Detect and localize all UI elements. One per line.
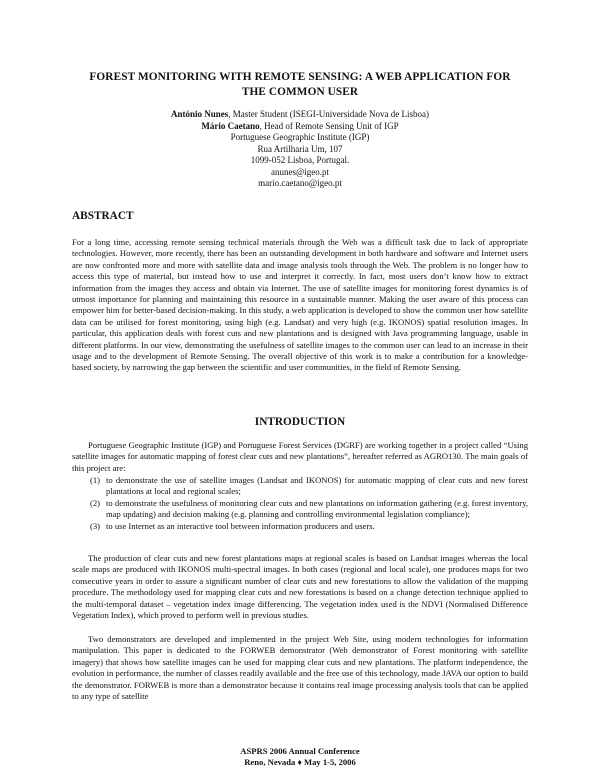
goals-list (90, 475, 528, 532)
list-item-text: to use Internet as an interactive tool between information producers and users. (106, 520, 375, 531)
list-item-number: (3) (90, 520, 101, 531)
page-footer (0, 746, 600, 768)
paper-title (60, 70, 540, 100)
footer-conference: ASPRS 2006 Annual Conference (240, 746, 360, 756)
author-1 (80, 109, 520, 121)
list-item-text: to demonstrate the usefulness of monitoring clear cuts and new plantations on information gathering (e.g. forest inventory, map updating) and decision making (e.g. planning and controlling environmental legislation compliance); (106, 497, 528, 520)
list-item (90, 475, 528, 498)
title-line-1: FOREST MONITORING WITH REMOTE SENSING: A WEB APPLICATION FOR (89, 71, 511, 83)
intro-paragraph-2: The production of clear cuts and new forest plantations maps at regional scales is based on Landsat images whereas the local scale maps are produced with IKONOS multi-spectral images. In both cases (regional and local scale), one produces maps for two consecutive years in order to assure a significant number of clear cuts and new forestations to allow the validation of the mapping procedure. The methodology used for mapping clear cuts and new forestations is based on a change detection technique applied to the multi-temporal dataset – vegetation index image differencing. The vegetation index used is the NDVI (Normalised Difference Vegetation Index), which proved to perform well in previous studies. (72, 553, 528, 621)
title-line-2: THE COMMON USER (241, 86, 359, 98)
author-2 (80, 121, 520, 133)
list-item-text: to demonstrate the use of satellite images (Landsat and IKONOS) for automatic mapping of clear cuts and new forest plantations at local and regional scales; (106, 475, 528, 497)
footer-location-date: Reno, Nevada ♦ May 1-5, 2006 (244, 757, 356, 767)
abstract-heading: ABSTRACT (72, 210, 134, 222)
intro-paragraph-1: Portuguese Geographic Institute (IGP) and Portuguese Forest Services (DGRF) are working together in a project called “Using satellite images for automatic mapping of forest clear cuts and new plantations”, hereafter referred as AGRO130. The main goals of this project are: (72, 440, 528, 473)
list-item-number: (1) (90, 475, 101, 485)
list-item (90, 521, 528, 532)
author-name: Mário Caetano (201, 120, 260, 131)
email-line: anunes@igeo.pt (270, 166, 330, 177)
address-line: Rua Artilharia Um, 107 (257, 143, 343, 154)
intro-paragraph-3: Two demonstrators are developed and implemented in the project Web Site, using modern technologies for information manipulation. This paper is dedicated to the FORWEB demonstrator (Web demonstrator of Forest monitoring with satellite imagery) that shows how satellite images can be used for mapping clear cuts and new plantations. The platform independence, the evolution in performance, the number of classes readily available and the free use of this technology, made JAVA our option to build the demonstrator. FORWEB is more than a demonstrator because it contains real image processing analysis tools that can be applied to any type of satellite (72, 634, 528, 702)
author-name: António Nunes (171, 109, 229, 119)
list-item-number: (2) (90, 497, 101, 508)
list-item (90, 498, 528, 521)
author-block (80, 109, 520, 190)
author-affiliation: , Head of Remote Sensing Unit of IGP (259, 120, 399, 131)
introduction-heading: INTRODUCTION (254, 416, 346, 428)
address-line: 1099-052 Lisboa, Portugal. (250, 155, 350, 165)
abstract-text: For a long time, accessing remote sensing technical materials through the Web was a difficult task due to lack of appropriate technologies. However, more recently, there has been an outstanding development in both hardware and software and Internet users are now confronted more and more with satellite data and image analysis tools through the Web. The problem is no longer how to access this type of material, but instead how to use and interpret it correctly. In fact, most users don’t know how to extract information from the images they access and obtain via Internet. The use of satellite images for monitoring forest dynamics is of utmost importance for planning and maintaining this resource in a sustainable manner. Making the user aware of this process can empower him for better-based decision-making. In this study, a web application is developed to show the common user how satellite data can be utilised for forest monitoring, using high (e.g. Landsat) and very high (e.g. IKONOS) spatial resolution images. In particular, this application deals with forest cuts and new plantations and is designed with Java programming language, usable in different platforms. In our view, demonstrating the usefulness of satellite images to the common user can lead to an increase in their usage and to the development of Remote Sensing. The overall objective of this work is to make a contribution for a knowledge-based society, by narrowing the gap between the scientific and user communities, in the field of Remote Sensing. (72, 237, 528, 373)
email-line: mario.caetano@igeo.pt (258, 178, 342, 188)
address-line: Portuguese Geographic Institute (IGP) (230, 132, 370, 142)
author-affiliation: , Master Student (ISEGI-Universidade Nova de Lisboa) (228, 109, 429, 119)
